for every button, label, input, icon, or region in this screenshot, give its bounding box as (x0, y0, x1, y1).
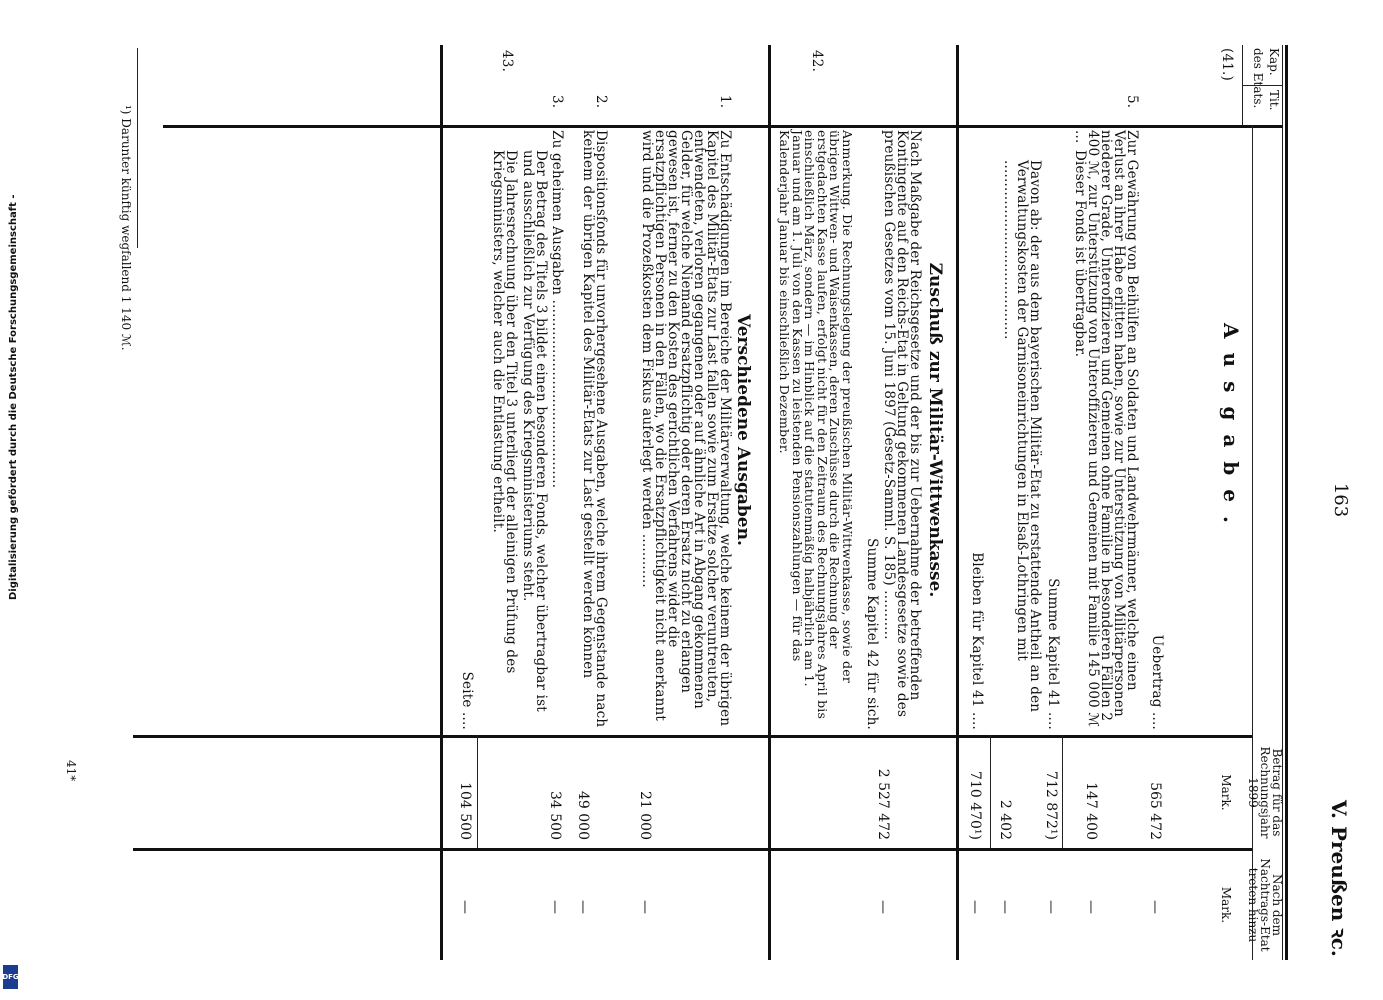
summe-41-label: Summe Kapitel 41 .... (1045, 578, 1061, 730)
kap-43-heading: Verschiedene Ausgaben. (733, 314, 753, 546)
summe-41-betrag: 712 872¹) (1043, 771, 1059, 840)
header-tit: Tit. (1267, 90, 1281, 111)
kap-43-t3-betrag: 34 500 (547, 791, 563, 840)
kap-43-t3-nach: — (547, 900, 563, 914)
kap-42-sum-label: Summe Kapitel 42 für sich. (864, 538, 880, 730)
header-nachtrag: Nach dem Nachtrags-Etat treten hinzu (1246, 858, 1284, 952)
nach-col-sep (133, 848, 1253, 851)
kap-43-t1-text: Zu Entschädigungen im Bereiche der Militärverwaltung, welche keinem der übrigen Kapitel des Militär-Etats zur Last fallen sowie zum Ersatze solcher veruntreuten, entwendeten, verloren gegangenen oder auf ähnliche Art in Abgang gekommenen Gelder, für welche Niemand ersatzpflichtig oder deren Ersatz nicht zu erlangen gewesen ist, ferner zu den Kosten des gerichtlichen Verfahrens wider die ersatzpflichtigen Personen in den Fällen, wo die Ersatzpflichtigkeit nicht anerkannt wird und die Prozeßkosten dem Fiskus auferlegt werden ............ (639, 130, 733, 727)
kap-43-t1-nach: — (637, 900, 653, 914)
kap-42-end-rule (768, 45, 771, 960)
row-kap-41: (41.) (1219, 48, 1235, 82)
bleiben-41-label: Bleiben für Kapitel 41 .... (969, 552, 985, 730)
kap-42-nach: — (875, 900, 891, 914)
bleiben-41-betrag: 710 470¹) (967, 771, 983, 840)
titel-5-note: Dieser Fonds ist übertragbar. (1072, 150, 1088, 358)
header-des-etats: des Etats. (1251, 48, 1265, 109)
kap-43-tit-1: 1. (717, 95, 733, 109)
footnote-rule (137, 48, 138, 248)
bleiben-41-nach: — (967, 900, 983, 914)
sum-rule-2 (990, 735, 991, 848)
davon-ab-betrag: 2 402 (997, 799, 1013, 840)
kap-42-betrag: 2 527 472 (875, 768, 891, 840)
kap-43-tit-2: 2. (593, 95, 609, 109)
section-title: Ausgabe. (1219, 323, 1243, 537)
kap-42-text: Nach Maßgabe der Reichsgesetze und der bis zur Uebernahme der betreffenden Kontingente auf den Reichs-Etat in Geltung gekommenen Landesgesetze sowie des preußischen Gesetzes vom 15. Juni 1897 (Gesetz-Samml. S. 185) ........... (881, 130, 923, 718)
sum-rule-1 (1062, 735, 1063, 848)
seite-label: Seite .... (459, 671, 475, 730)
kap-42-heading: Zuschuß zur Militär-Wittwenkasse. (925, 262, 945, 598)
titel-5-betrag: 147 400 (1083, 782, 1099, 840)
seite-nach: — (457, 900, 473, 914)
titel-5-text: Zur Gewährung von Beihülfen an Soldaten und Landwehrmänner, welche einen Verlust an ihrer Habe erlitten haben, sowie zur Unterstützung von Militärpersonen niederer Grade, Unteroffizieren und Gemeinen ohne Familie in besonderen Fällen 2 400 ℳ, zur Unterstützung von Unteroffizieren und Gemeinen mit Familie 145 000 ℳ ... (1072, 130, 1140, 728)
footnote: ¹) Darunter künftig wegfallend 1 140 ℳ. (119, 105, 133, 351)
header-betrag: Betrag für das Rechnungsjahr 1899 (1246, 746, 1284, 839)
header-kap: Kap. (1267, 48, 1281, 76)
page-ref: 41* (64, 760, 78, 782)
top-rule (1285, 45, 1288, 960)
kap-43-t2-nach: — (575, 900, 591, 914)
sum-rule-3 (477, 735, 478, 848)
kap-43-t2-text: Dispositionsfonds für unvorhergesehene Ausgaben, welche ihrem Gegenstande nach keinem der übrigen Kapitel des Militär-Etats zur Last gestellt werden können (580, 130, 609, 728)
davon-ab-text: Davon ab: der aus dem bayerischen Militär-Etat zu erstattende Antheil an den Verwaltungskosten der Garnisoneinrichtungen in Elsaß-Lothringen mit ........................................ (1001, 160, 1043, 713)
uebertrag-betrag: 565 472 (1147, 782, 1163, 840)
header-mark-2: Mark. (1219, 886, 1233, 924)
kap-43-number: 43. (499, 50, 515, 73)
kap-43-t3-note-1: Der Betrag des Titels 3 bildet einen besonderen Fonds, welcher übertragbar ist und ausschließlich zur Verfügung des Kriegsministeriums steht. (520, 150, 549, 712)
titel-5-nach: — (1083, 900, 1099, 914)
davon-ab-nach: — (997, 900, 1013, 914)
kap-43-t3-note-2: Die Jahresrechnung über den Titel 3 unterliegt der alleinigen Prüfung des Kriegsministers, welcher auch die Entlastung ertheilt. (490, 150, 519, 674)
summe-41-nach: — (1043, 900, 1059, 914)
kap-43-t3-text: Zu geheimen Ausgaben .......................................... (549, 130, 565, 489)
bottom-rule (440, 45, 443, 960)
dfg-logo: DFG (3, 965, 18, 989)
kap-42-note: Anmerkung. Die Rechnungslegung der preußischen Militär-Wittwenkasse, sowie der übrigen Wittwen- und Waisenkassen, deren Zuschüsse durch die Rechnung der erstgedachten Kasse laufen, erfolgt nicht für den Zeitraum des Rechnungsjahres April bis einschließlich März, sondern — im Hinblick auf die statutenmäßig halbjährlich am 1. Januar und am 1. Juli von den Kassen zu leistenden Pensionszahlungen — für das Kalenderjahr Januar bis einschließlich Dezember. (777, 130, 855, 720)
kap-43-tit-3: 3. (549, 95, 565, 109)
uebertrag-label: Uebertrag .... (1149, 634, 1165, 730)
running-head: V. Preußen ꝛc. (1327, 800, 1351, 957)
seite-betrag: 104 500 (457, 782, 473, 840)
uebertrag-nach: — (1147, 900, 1163, 914)
kap-43-t2-betrag: 49 000 (575, 791, 591, 840)
page-number: 163 (1330, 482, 1351, 518)
kap-41-end-rule (956, 45, 959, 960)
digitization-credit: Digitalisierung gefördert durch die Deutsche Forschungsgemeinschaft - (8, 194, 19, 600)
betrag-col-sep (133, 735, 1253, 738)
kap-header-sep (1242, 45, 1243, 125)
kap-42-number: 42. (809, 50, 825, 73)
header-mark-1: Mark. (1219, 774, 1233, 811)
label-col-sep (163, 125, 1283, 128)
kap-43-t1-betrag: 21 000 (637, 791, 653, 840)
row-tit-5: 5. (1124, 95, 1140, 109)
